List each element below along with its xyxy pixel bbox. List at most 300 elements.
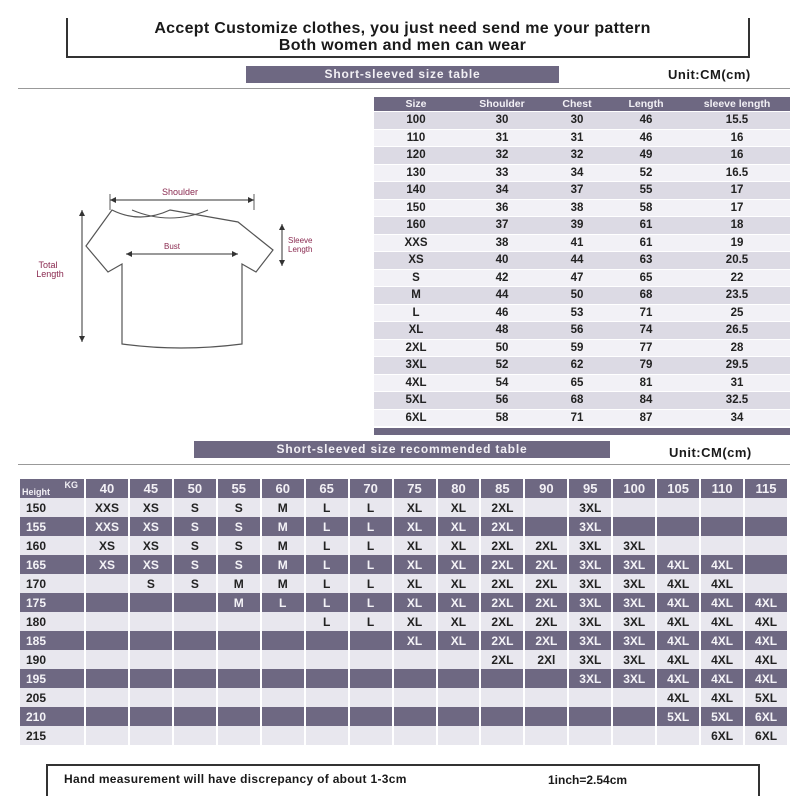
rec-size-cell: 3XL <box>613 593 655 612</box>
rec-size-cell: 4XL <box>701 650 743 669</box>
size-cell: 16.5 <box>684 165 790 182</box>
size-cell: 84 <box>608 392 684 409</box>
divider-top <box>18 88 790 89</box>
size-cell: 81 <box>608 375 684 392</box>
size-cell: 23.5 <box>684 287 790 304</box>
size-cell: 52 <box>458 357 546 374</box>
weight-header: 65 <box>306 479 348 498</box>
size-cell: 38 <box>546 200 608 217</box>
rec-size-cell: L <box>350 555 392 574</box>
rec-size-cell <box>745 574 787 593</box>
size-row <box>374 357 790 374</box>
rec-size-cell <box>130 650 172 669</box>
corner-kg-label: KG <box>64 480 78 490</box>
rec-size-cell <box>569 707 611 726</box>
rec-size-cell: 3XL <box>569 631 611 650</box>
rec-size-cell <box>438 669 480 688</box>
rec-size-cell <box>481 707 523 726</box>
rec-size-cell: 4XL <box>701 669 743 688</box>
rec-size-cell: L <box>306 498 348 517</box>
rec-size-cell <box>174 707 216 726</box>
size-cell: 5XL <box>374 392 458 409</box>
rec-size-cell: XL <box>394 536 436 555</box>
rec-size-cell <box>745 517 787 536</box>
size-cell: 41 <box>546 235 608 252</box>
size-cell: 100 <box>374 112 458 129</box>
rec-size-cell: XXS <box>86 498 128 517</box>
rec-size-cell: 6XL <box>745 726 787 745</box>
size-cell: L <box>374 305 458 322</box>
size-cell: 4XL <box>374 375 458 392</box>
rec-size-cell <box>613 688 655 707</box>
rec-size-cell: 4XL <box>657 631 699 650</box>
rec-size-cell: XS <box>130 517 172 536</box>
rec-size-cell: 3XL <box>569 593 611 612</box>
height-cell: 175 <box>20 593 84 612</box>
rec-size-cell <box>86 612 128 631</box>
size-cell: 79 <box>608 357 684 374</box>
rec-size-cell <box>306 650 348 669</box>
rec-unit-label: Unit:CM(cm) <box>669 445 752 460</box>
size-cell: 130 <box>374 165 458 182</box>
size-cell: 56 <box>458 392 546 409</box>
rec-size-cell: XL <box>394 574 436 593</box>
size-cell: 61 <box>608 217 684 234</box>
height-cell: 195 <box>20 669 84 688</box>
size-cell: 16 <box>684 147 790 164</box>
tshirt-diagram <box>20 180 320 360</box>
rec-size-cell <box>130 612 172 631</box>
rec-size-cell <box>306 669 348 688</box>
size-row <box>374 147 790 164</box>
rec-size-cell <box>613 498 655 517</box>
size-row <box>374 200 790 217</box>
rec-size-cell: 2XL <box>481 555 523 574</box>
height-cell: 210 <box>20 707 84 726</box>
weight-header: 100 <box>613 479 655 498</box>
rec-size-cell <box>481 688 523 707</box>
rec-size-cell: 2XL <box>481 612 523 631</box>
size-cell: 74 <box>608 322 684 339</box>
rec-size-cell: S <box>174 555 216 574</box>
size-row <box>374 375 790 392</box>
rec-row <box>20 593 787 612</box>
rec-size-cell: M <box>262 574 304 593</box>
rec-size-cell <box>218 726 260 745</box>
size-cell: 46 <box>608 112 684 129</box>
rec-size-cell <box>306 631 348 650</box>
rec-size-cell: XL <box>438 574 480 593</box>
rec-size-cell: 3XL <box>569 574 611 593</box>
rec-size-cell <box>701 517 743 536</box>
rec-size-cell <box>306 707 348 726</box>
rec-row <box>20 726 787 745</box>
rec-size-cell: XL <box>394 555 436 574</box>
rec-size-cell: 2XL <box>525 593 567 612</box>
size-row <box>374 270 790 287</box>
size-cell: 63 <box>608 252 684 269</box>
size-cell: 26.5 <box>684 322 790 339</box>
height-cell: 215 <box>20 726 84 745</box>
rec-size-cell: XS <box>86 536 128 555</box>
height-cell: 155 <box>20 517 84 536</box>
rec-size-cell <box>350 707 392 726</box>
rec-size-cell <box>438 726 480 745</box>
rec-size-cell: 4XL <box>657 669 699 688</box>
rec-size-cell <box>350 669 392 688</box>
rec-size-cell: 4XL <box>657 574 699 593</box>
rec-size-cell: 4XL <box>701 688 743 707</box>
size-cell: 62 <box>546 357 608 374</box>
rec-size-cell: L <box>350 612 392 631</box>
rec-size-cell: XL <box>394 631 436 650</box>
rec-size-cell <box>657 726 699 745</box>
rec-row <box>20 707 787 726</box>
rec-size-cell: L <box>306 574 348 593</box>
label-sleeve-1: Sleeve <box>288 236 313 245</box>
size-cell: 68 <box>608 287 684 304</box>
size-cell: 77 <box>608 340 684 357</box>
rec-size-cell: XL <box>438 517 480 536</box>
size-cell: 37 <box>546 182 608 199</box>
rec-size-cell <box>394 650 436 669</box>
rec-size-cell <box>525 707 567 726</box>
size-col-header: Chest <box>546 97 608 111</box>
size-cell: 6XL <box>374 410 458 427</box>
size-row <box>374 112 790 129</box>
size-cell: 47 <box>546 270 608 287</box>
size-cell: 37 <box>458 217 546 234</box>
weight-header: 95 <box>569 479 611 498</box>
size-cell: 2XL <box>374 340 458 357</box>
size-cell: 36 <box>458 200 546 217</box>
divider-mid <box>18 464 790 465</box>
footer-note: Hand measurement will have discrepancy of about 1-3cm <box>64 772 407 786</box>
rec-size-cell: XS <box>130 536 172 555</box>
rec-size-cell <box>86 726 128 745</box>
size-col-header: sleeve length <box>684 97 790 111</box>
rec-size-cell <box>394 688 436 707</box>
rec-size-cell: XXS <box>86 517 128 536</box>
rec-size-cell: XS <box>130 498 172 517</box>
rec-size-cell: 5XL <box>701 707 743 726</box>
size-cell: 110 <box>374 130 458 147</box>
size-cell: 30 <box>458 112 546 129</box>
rec-size-cell: 3XL <box>613 574 655 593</box>
size-cell: 53 <box>546 305 608 322</box>
rec-size-cell: 2XL <box>481 498 523 517</box>
rec-size-cell <box>438 688 480 707</box>
size-cell: 160 <box>374 217 458 234</box>
rec-size-cell: S <box>218 536 260 555</box>
rec-size-cell <box>745 555 787 574</box>
rec-size-cell <box>262 726 304 745</box>
size-cell: 31 <box>458 130 546 147</box>
size-cell: 56 <box>546 322 608 339</box>
rec-size-cell: 4XL <box>657 650 699 669</box>
rec-size-cell <box>525 498 567 517</box>
rec-size-cell: L <box>306 612 348 631</box>
size-cell: 87 <box>608 410 684 427</box>
weight-header: 50 <box>174 479 216 498</box>
rec-size-cell: 3XL <box>613 536 655 555</box>
rec-size-cell: L <box>306 593 348 612</box>
rec-size-cell: S <box>218 517 260 536</box>
size-cell: 68 <box>546 392 608 409</box>
size-col-header: Shoulder <box>458 97 546 111</box>
size-cell: 52 <box>608 165 684 182</box>
rec-size-cell <box>218 631 260 650</box>
rec-size-cell: L <box>306 517 348 536</box>
size-cell: 40 <box>458 252 546 269</box>
rec-size-cell <box>218 669 260 688</box>
size-cell: 34 <box>684 410 790 427</box>
tshirt-outline <box>86 210 273 348</box>
rec-size-cell <box>525 517 567 536</box>
rec-size-cell <box>218 707 260 726</box>
rec-size-cell: M <box>218 593 260 612</box>
size-cell: 65 <box>608 270 684 287</box>
rec-size-cell <box>86 593 128 612</box>
rec-size-cell <box>350 726 392 745</box>
size-cell: 17 <box>684 200 790 217</box>
size-cell: 65 <box>546 375 608 392</box>
rec-size-cell: 2XL <box>525 612 567 631</box>
rec-size-cell <box>481 726 523 745</box>
rec-size-cell <box>86 707 128 726</box>
rec-size-cell <box>262 650 304 669</box>
label-sleeve-2: Length <box>288 245 313 254</box>
rec-size-cell: 3XL <box>569 536 611 555</box>
rec-size-cell <box>657 536 699 555</box>
rec-size-cell: 2XL <box>525 536 567 555</box>
size-cell: 22 <box>684 270 790 287</box>
rec-size-cell <box>394 669 436 688</box>
rec-size-cell <box>130 688 172 707</box>
rec-size-cell <box>262 669 304 688</box>
rec-size-cell <box>350 650 392 669</box>
size-cell: 59 <box>546 340 608 357</box>
rec-size-cell: 4XL <box>745 593 787 612</box>
size-cell: M <box>374 287 458 304</box>
rec-size-cell: XS <box>130 555 172 574</box>
rec-size-cell <box>262 612 304 631</box>
size-col-header: Size <box>374 97 458 111</box>
header-line-1: Accept Customize clothes, you just need send me your pattern <box>154 20 651 37</box>
size-row <box>374 235 790 252</box>
height-cell: 205 <box>20 688 84 707</box>
size-cell: 44 <box>458 287 546 304</box>
rec-row <box>20 555 787 574</box>
rec-size-cell <box>218 688 260 707</box>
rec-size-cell: L <box>306 536 348 555</box>
weight-header: 55 <box>218 479 260 498</box>
rec-size-cell <box>701 536 743 555</box>
size-cell: 48 <box>458 322 546 339</box>
rec-size-cell: XL <box>438 631 480 650</box>
rec-size-cell: XL <box>394 517 436 536</box>
size-cell: 71 <box>546 410 608 427</box>
size-cell: 54 <box>458 375 546 392</box>
rec-size-cell <box>569 688 611 707</box>
label-bust: Bust <box>163 242 181 251</box>
size-cell: 16 <box>684 130 790 147</box>
rec-size-cell: XL <box>438 555 480 574</box>
size-row <box>374 322 790 339</box>
rec-size-cell: 6XL <box>745 707 787 726</box>
recommended-size-table <box>18 479 789 745</box>
rec-size-cell <box>130 726 172 745</box>
rec-size-cell: 4XL <box>657 593 699 612</box>
rec-size-cell: L <box>350 574 392 593</box>
size-cell: 38 <box>458 235 546 252</box>
weight-header: 85 <box>481 479 523 498</box>
rec-size-cell <box>657 517 699 536</box>
rec-size-cell: 3XL <box>569 669 611 688</box>
size-cell: 29.5 <box>684 357 790 374</box>
size-row <box>374 217 790 234</box>
rec-size-cell <box>525 688 567 707</box>
height-cell: 165 <box>20 555 84 574</box>
size-cell: XS <box>374 252 458 269</box>
rec-size-cell: XL <box>438 536 480 555</box>
rec-size-cell <box>525 669 567 688</box>
size-row <box>374 340 790 357</box>
rec-size-cell: S <box>174 536 216 555</box>
rec-size-cell: M <box>218 574 260 593</box>
size-cell: 19 <box>684 235 790 252</box>
size-cell: 58 <box>608 200 684 217</box>
height-cell: 185 <box>20 631 84 650</box>
rec-size-cell <box>262 707 304 726</box>
rec-size-cell <box>613 707 655 726</box>
rec-table-title: Short-sleeved size recommended table <box>194 441 610 458</box>
size-row <box>374 410 790 427</box>
rec-size-cell: XL <box>438 593 480 612</box>
size-row <box>374 305 790 322</box>
size-cell: 55 <box>608 182 684 199</box>
weight-header: 60 <box>262 479 304 498</box>
rec-size-cell <box>657 498 699 517</box>
size-cell: 31 <box>684 375 790 392</box>
height-cell: 180 <box>20 612 84 631</box>
rec-size-cell: 4XL <box>657 555 699 574</box>
rec-size-cell: 2XL <box>481 517 523 536</box>
weight-header: 115 <box>745 479 787 498</box>
rec-size-cell <box>174 726 216 745</box>
rec-size-cell <box>130 593 172 612</box>
size-cell: 32 <box>546 147 608 164</box>
rec-size-cell: S <box>130 574 172 593</box>
corner-height-label: Height <box>22 487 50 497</box>
rec-size-cell: 6XL <box>701 726 743 745</box>
size-row <box>374 130 790 147</box>
rec-size-cell <box>262 631 304 650</box>
corner-cell <box>20 479 84 498</box>
size-cell: 31 <box>546 130 608 147</box>
weight-header: 70 <box>350 479 392 498</box>
rec-size-cell: XL <box>438 612 480 631</box>
rec-size-cell: 2XL <box>525 574 567 593</box>
weight-header: 75 <box>394 479 436 498</box>
size-cell: 71 <box>608 305 684 322</box>
rec-size-cell: 4XL <box>657 688 699 707</box>
size-cell: XL <box>374 322 458 339</box>
weight-header: 40 <box>86 479 128 498</box>
size-cell: S <box>374 270 458 287</box>
footer-conversion: 1inch=2.54cm <box>548 773 628 787</box>
rec-size-cell: 3XL <box>613 555 655 574</box>
rec-size-cell <box>394 726 436 745</box>
height-cell: 150 <box>20 498 84 517</box>
rec-size-cell <box>130 669 172 688</box>
rec-size-cell: L <box>350 517 392 536</box>
rec-row <box>20 650 787 669</box>
rec-size-cell <box>130 707 172 726</box>
rec-size-cell <box>130 631 172 650</box>
rec-row <box>20 517 787 536</box>
rec-size-cell: 3XL <box>569 498 611 517</box>
rec-size-cell <box>218 612 260 631</box>
rec-size-cell: 4XL <box>701 593 743 612</box>
size-cell: 42 <box>458 270 546 287</box>
rec-size-cell <box>86 631 128 650</box>
rec-size-cell <box>569 726 611 745</box>
rec-size-cell <box>745 498 787 517</box>
size-cell: 18 <box>684 217 790 234</box>
label-total-1: Total <box>38 260 58 270</box>
size-cell: 49 <box>608 147 684 164</box>
height-cell: 170 <box>20 574 84 593</box>
rec-size-cell <box>350 688 392 707</box>
rec-size-cell <box>86 574 128 593</box>
rec-size-cell: S <box>174 574 216 593</box>
rec-size-cell: 4XL <box>745 612 787 631</box>
rec-size-cell <box>174 593 216 612</box>
rec-size-cell <box>350 631 392 650</box>
weight-header: 80 <box>438 479 480 498</box>
rec-size-cell: S <box>218 498 260 517</box>
size-unit-label: Unit:CM(cm) <box>668 67 751 82</box>
rec-size-cell <box>174 650 216 669</box>
rec-size-cell <box>218 650 260 669</box>
rec-size-cell: S <box>174 498 216 517</box>
rec-size-cell: M <box>262 517 304 536</box>
rec-size-cell <box>262 688 304 707</box>
rec-row <box>20 498 787 517</box>
rec-size-cell: 2XL <box>481 650 523 669</box>
rec-size-cell: M <box>262 555 304 574</box>
rec-size-cell: 5XL <box>657 707 699 726</box>
size-cell: 150 <box>374 200 458 217</box>
rec-size-cell <box>86 669 128 688</box>
rec-row <box>20 631 787 650</box>
rec-size-cell: 4XL <box>701 555 743 574</box>
size-cell: 34 <box>458 182 546 199</box>
rec-size-cell: XL <box>394 593 436 612</box>
size-cell: 25 <box>684 305 790 322</box>
rec-size-cell: S <box>218 555 260 574</box>
rec-size-cell: 2XL <box>481 593 523 612</box>
rec-size-cell: 3XL <box>613 669 655 688</box>
size-cell: 46 <box>458 305 546 322</box>
rec-row <box>20 536 787 555</box>
size-cell: 61 <box>608 235 684 252</box>
rec-size-cell <box>174 688 216 707</box>
rec-size-cell: 2XL <box>525 555 567 574</box>
rec-size-cell: 4XL <box>701 574 743 593</box>
rec-size-cell: 2XL <box>481 631 523 650</box>
